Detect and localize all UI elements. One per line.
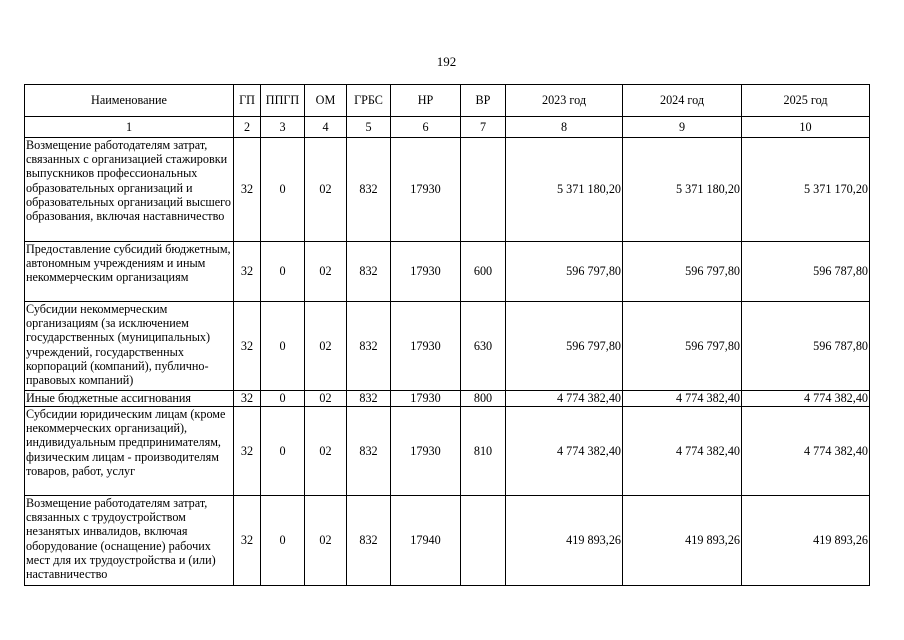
cell-2025: 596 787,80 [742, 242, 870, 302]
column-index: 5 [347, 117, 391, 138]
cell-nr: 17930 [391, 302, 461, 391]
column-header-name: Наименование [25, 85, 234, 117]
cell-2024: 5 371 180,20 [623, 138, 742, 242]
cell-vr: 630 [461, 302, 506, 391]
row-name: Возмещение работодателям затрат, связанных с организацией стажировки выпускников профессиональных образовательных организаций и образовательных организаций высшего образования, включая наставничество [25, 138, 234, 242]
column-header-2024: 2024 год [623, 85, 742, 117]
cell-2024: 4 774 382,40 [623, 407, 742, 496]
cell-vr [461, 138, 506, 242]
cell-2023: 4 774 382,40 [506, 391, 623, 407]
cell-nr: 17930 [391, 391, 461, 407]
cell-2024: 596 797,80 [623, 302, 742, 391]
cell-2023: 596 797,80 [506, 242, 623, 302]
cell-vr: 800 [461, 391, 506, 407]
column-index: 3 [261, 117, 305, 138]
cell-om: 02 [305, 138, 347, 242]
cell-gp: 32 [234, 242, 261, 302]
cell-ppgp: 0 [261, 496, 305, 586]
cell-ppgp: 0 [261, 138, 305, 242]
table-row [25, 302, 870, 391]
column-index: 1 [25, 117, 234, 138]
cell-nr: 17940 [391, 496, 461, 586]
cell-2025: 4 774 382,40 [742, 407, 870, 496]
column-header-vr: ВР [461, 85, 506, 117]
cell-2023: 5 371 180,20 [506, 138, 623, 242]
cell-2023: 596 797,80 [506, 302, 623, 391]
cell-gp: 32 [234, 138, 261, 242]
cell-vr: 600 [461, 242, 506, 302]
column-index: 8 [506, 117, 623, 138]
row-name: Иные бюджетные ассигнования [25, 391, 234, 407]
row-name: Субсидии некоммерческим организациям (за исключением государственных (муниципальных) учреждений, государственных корпораций (компаний), публично-правовых компаний) [25, 302, 234, 391]
cell-ppgp: 0 [261, 242, 305, 302]
column-index: 4 [305, 117, 347, 138]
cell-vr [461, 496, 506, 586]
cell-2024: 596 797,80 [623, 242, 742, 302]
cell-grbs: 832 [347, 242, 391, 302]
cell-grbs: 832 [347, 496, 391, 586]
column-index: 10 [742, 117, 870, 138]
cell-ppgp: 0 [261, 391, 305, 407]
cell-vr: 810 [461, 407, 506, 496]
cell-2025: 596 787,80 [742, 302, 870, 391]
table-row [25, 138, 870, 242]
cell-2023: 419 893,26 [506, 496, 623, 586]
cell-grbs: 832 [347, 407, 391, 496]
cell-2024: 4 774 382,40 [623, 391, 742, 407]
column-header-grbs: ГРБС [347, 85, 391, 117]
row-name: Предоставление субсидий бюджетным, автономным учреждениям и иным некоммерческим организациям [25, 242, 234, 302]
cell-gp: 32 [234, 391, 261, 407]
budget-table [24, 84, 870, 586]
column-index: 9 [623, 117, 742, 138]
table-row [25, 496, 870, 586]
cell-om: 02 [305, 407, 347, 496]
column-index: 7 [461, 117, 506, 138]
cell-ppgp: 0 [261, 302, 305, 391]
page-number: 192 [436, 54, 457, 69]
cell-om: 02 [305, 391, 347, 407]
column-header-nr: НР [391, 85, 461, 117]
cell-gp: 32 [234, 496, 261, 586]
cell-2025: 5 371 170,20 [742, 138, 870, 242]
cell-2025: 4 774 382,40 [742, 391, 870, 407]
column-index-row [25, 117, 870, 138]
cell-grbs: 832 [347, 138, 391, 242]
column-index: 2 [234, 117, 261, 138]
column-index: 6 [391, 117, 461, 138]
row-name: Субсидии юридическим лицам (кроме некоммерческих организаций), индивидуальным предпринимателям, физическим лицам - производителям товаров, работ, услуг [25, 407, 234, 496]
table-row [25, 391, 870, 407]
cell-om: 02 [305, 302, 347, 391]
cell-nr: 17930 [391, 138, 461, 242]
cell-2024: 419 893,26 [623, 496, 742, 586]
cell-om: 02 [305, 242, 347, 302]
cell-gp: 32 [234, 407, 261, 496]
cell-grbs: 832 [347, 391, 391, 407]
column-header-ppgp: ППГП [261, 85, 305, 117]
cell-om: 02 [305, 496, 347, 586]
cell-nr: 17930 [391, 407, 461, 496]
cell-grbs: 832 [347, 302, 391, 391]
table-row [25, 242, 870, 302]
column-header-om: ОМ [305, 85, 347, 117]
cell-ppgp: 0 [261, 407, 305, 496]
cell-2025: 419 893,26 [742, 496, 870, 586]
table-row [25, 407, 870, 496]
header-row [25, 85, 870, 117]
cell-nr: 17930 [391, 242, 461, 302]
cell-gp: 32 [234, 302, 261, 391]
row-name: Возмещение работодателям затрат, связанных с трудоустройством незанятых инвалидов, включая оборудование (оснащение) рабочих мест для их трудоустройства и (или) наставничество [25, 496, 234, 586]
column-header-2023: 2023 год [506, 85, 623, 117]
column-header-2025: 2025 год [742, 85, 870, 117]
column-header-gp: ГП [234, 85, 261, 117]
cell-2023: 4 774 382,40 [506, 407, 623, 496]
